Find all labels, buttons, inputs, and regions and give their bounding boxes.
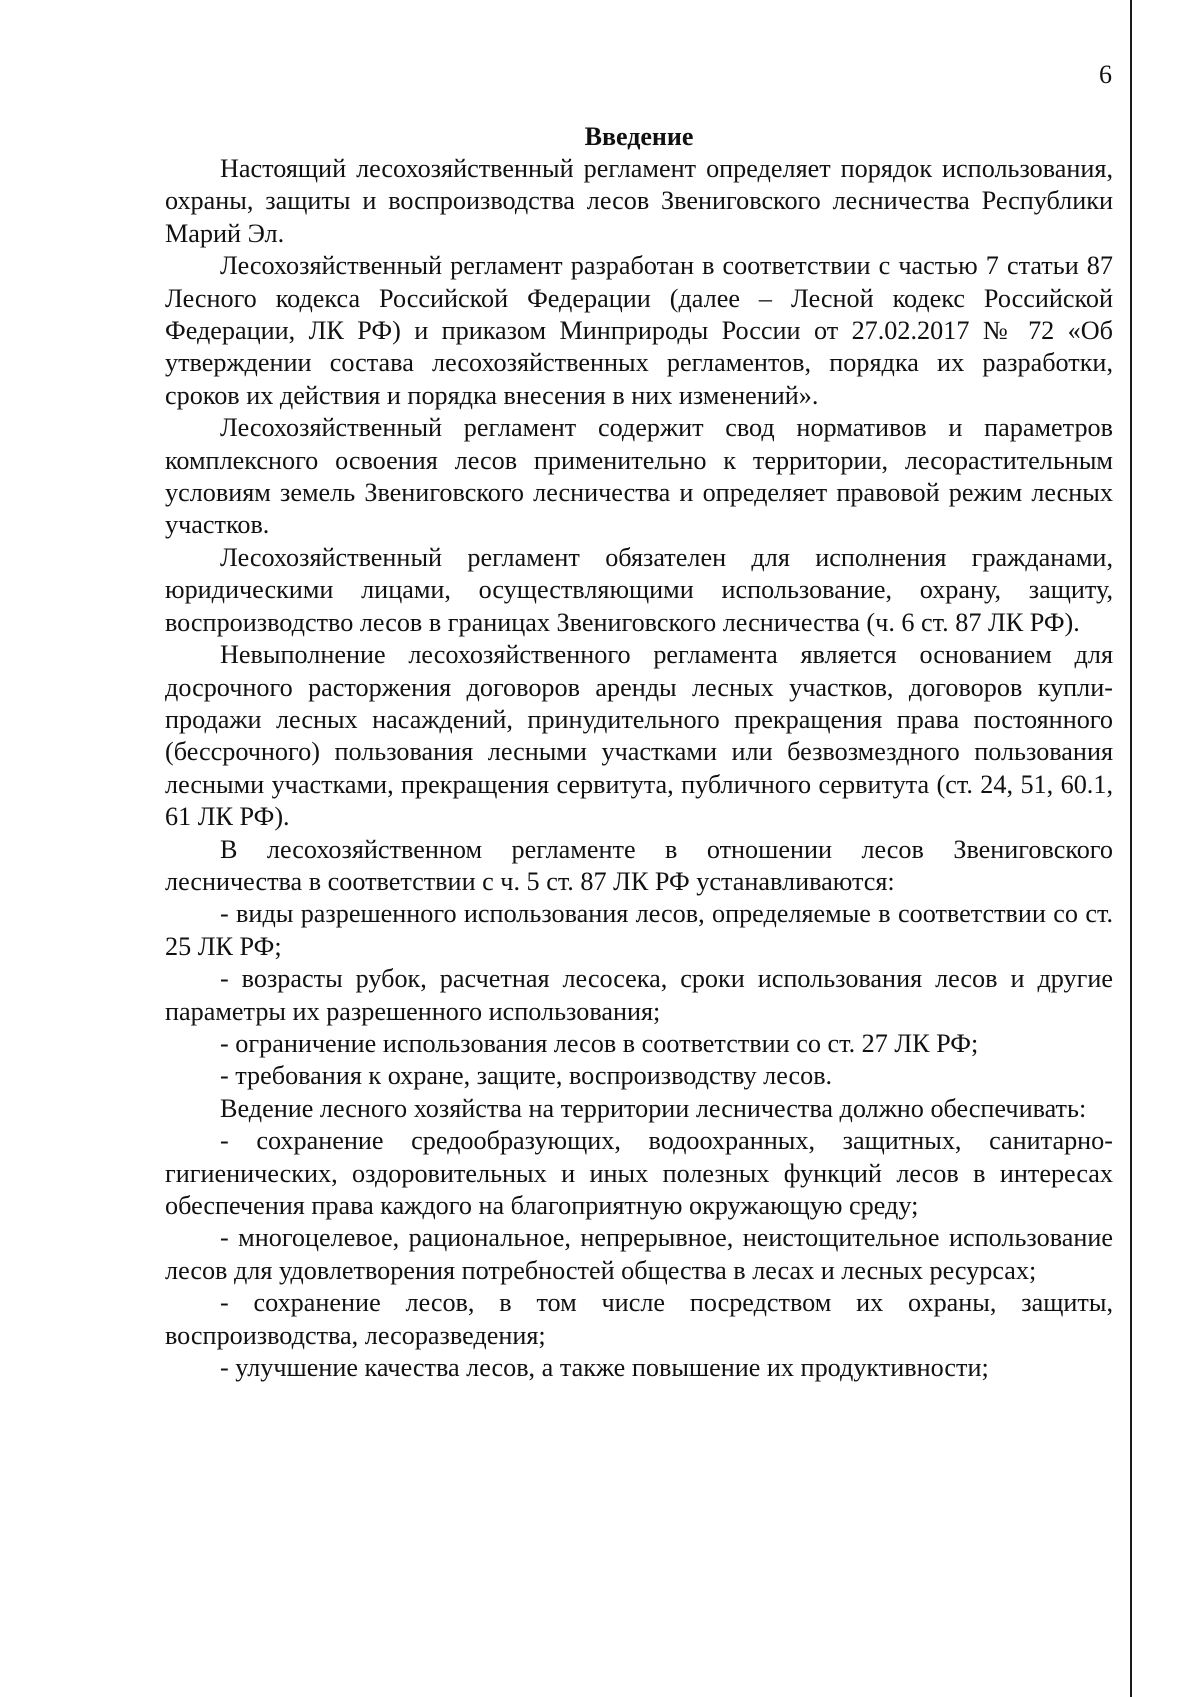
list-item-restrictions: - ограничение использования лесов в соответствии со ст. 27 ЛК РФ;	[220, 1028, 979, 1058]
list-item-forest-preservation: - сохранение лесов, в том числе посредством их охраны, защиты, воспроизводства, лесоразведения;	[165, 1288, 1113, 1350]
list-item-felling-ages: - возрасты рубок, расчетная лесосека, сроки использования лесов и другие параметры их разрешенного использования;	[165, 964, 1113, 1026]
paragraph-intro: Настоящий лесохозяйственный регламент определяет порядок использования, охраны, защиты и воспроизводства лесов Звениговского лесничества Республики Марий Эл.	[165, 154, 1113, 248]
section-heading: Введение	[584, 122, 694, 151]
page-number: 6	[1099, 60, 1112, 89]
list-item-permitted-uses: - виды разрешенного использования лесов, определяемые в соответствии со ст. 25 ЛК РФ;	[165, 899, 1113, 961]
list-item-quality-improvement: - улучшение качества лесов, а также повышение их продуктивности;	[220, 1353, 989, 1383]
list-item-multipurpose-use: - многоцелевое, рациональное, непрерывное, неистощительное использование лесов для удовлетворения потребностей общества в лесах и лесных ресурсах;	[165, 1223, 1113, 1285]
list-item-preservation-functions: - сохранение средообразующих, водоохранных, защитных, санитарно-гигиенических, оздоровительных и иных полезных функций лесов в интересах обеспечения права каждого на благоприятную окружающую среду;	[165, 1126, 1113, 1220]
paragraph-contents: Лесохозяйственный регламент содержит свод нормативов и параметров комплексного освоения лесов применительно к территории, лесорастительным условиям земель Звениговского лесничества и определяет правовой режим лесных участков.	[165, 413, 1113, 540]
paragraph-non-compliance: Невыполнение лесохозяйственного регламента является основанием для досрочного расторжения договоров аренды лесных участков, договоров купли-продажи лесных насаждений, принудительного прекращения права постоянного (бессрочного) пользования лесными участками или безвозмездного пользования лесными участками, прекращения сервитута, публичного сервитута (ст. 24, 51, 60.1, 61 ЛК РФ).	[165, 640, 1113, 832]
paragraph-obligation: Лесохозяйственный регламент обязателен для исполнения гражданами, юридическими лицами, осуществляющими использование, охрану, защиту, воспроизводство лесов в границах Звениговского лесничества (ч. 6 ст. 87 ЛК РФ).	[165, 542, 1113, 637]
paragraph-established-items: В лесохозяйственном регламенте в отношении лесов Звениговского лесничества в соответствии с ч. 5 ст. 87 ЛК РФ устанавливаются:	[165, 834, 1113, 896]
document-body	[165, 121, 1113, 1384]
paragraph-management-goals: Ведение лесного хозяйства на территории лесничества должно обеспечивать:	[220, 1093, 1087, 1123]
paragraph-development-basis: Лесохозяйственный регламент разработан в соответствии с частью 7 статьи 87 Лесного кодекса Российской Федерации (далее – Лесной кодекс Российской Федерации, ЛК РФ) и приказом Минприроды России от 27.02.2017 № 72 «Об утверждении состава лесохозяйственных регламентов, порядка их разработки, сроков их действия и порядка внесения в них изменений».	[165, 251, 1113, 410]
page-edge-line	[1130, 0, 1132, 1697]
list-item-requirements: - требования к охране, защите, воспроизводству лесов.	[220, 1061, 833, 1091]
